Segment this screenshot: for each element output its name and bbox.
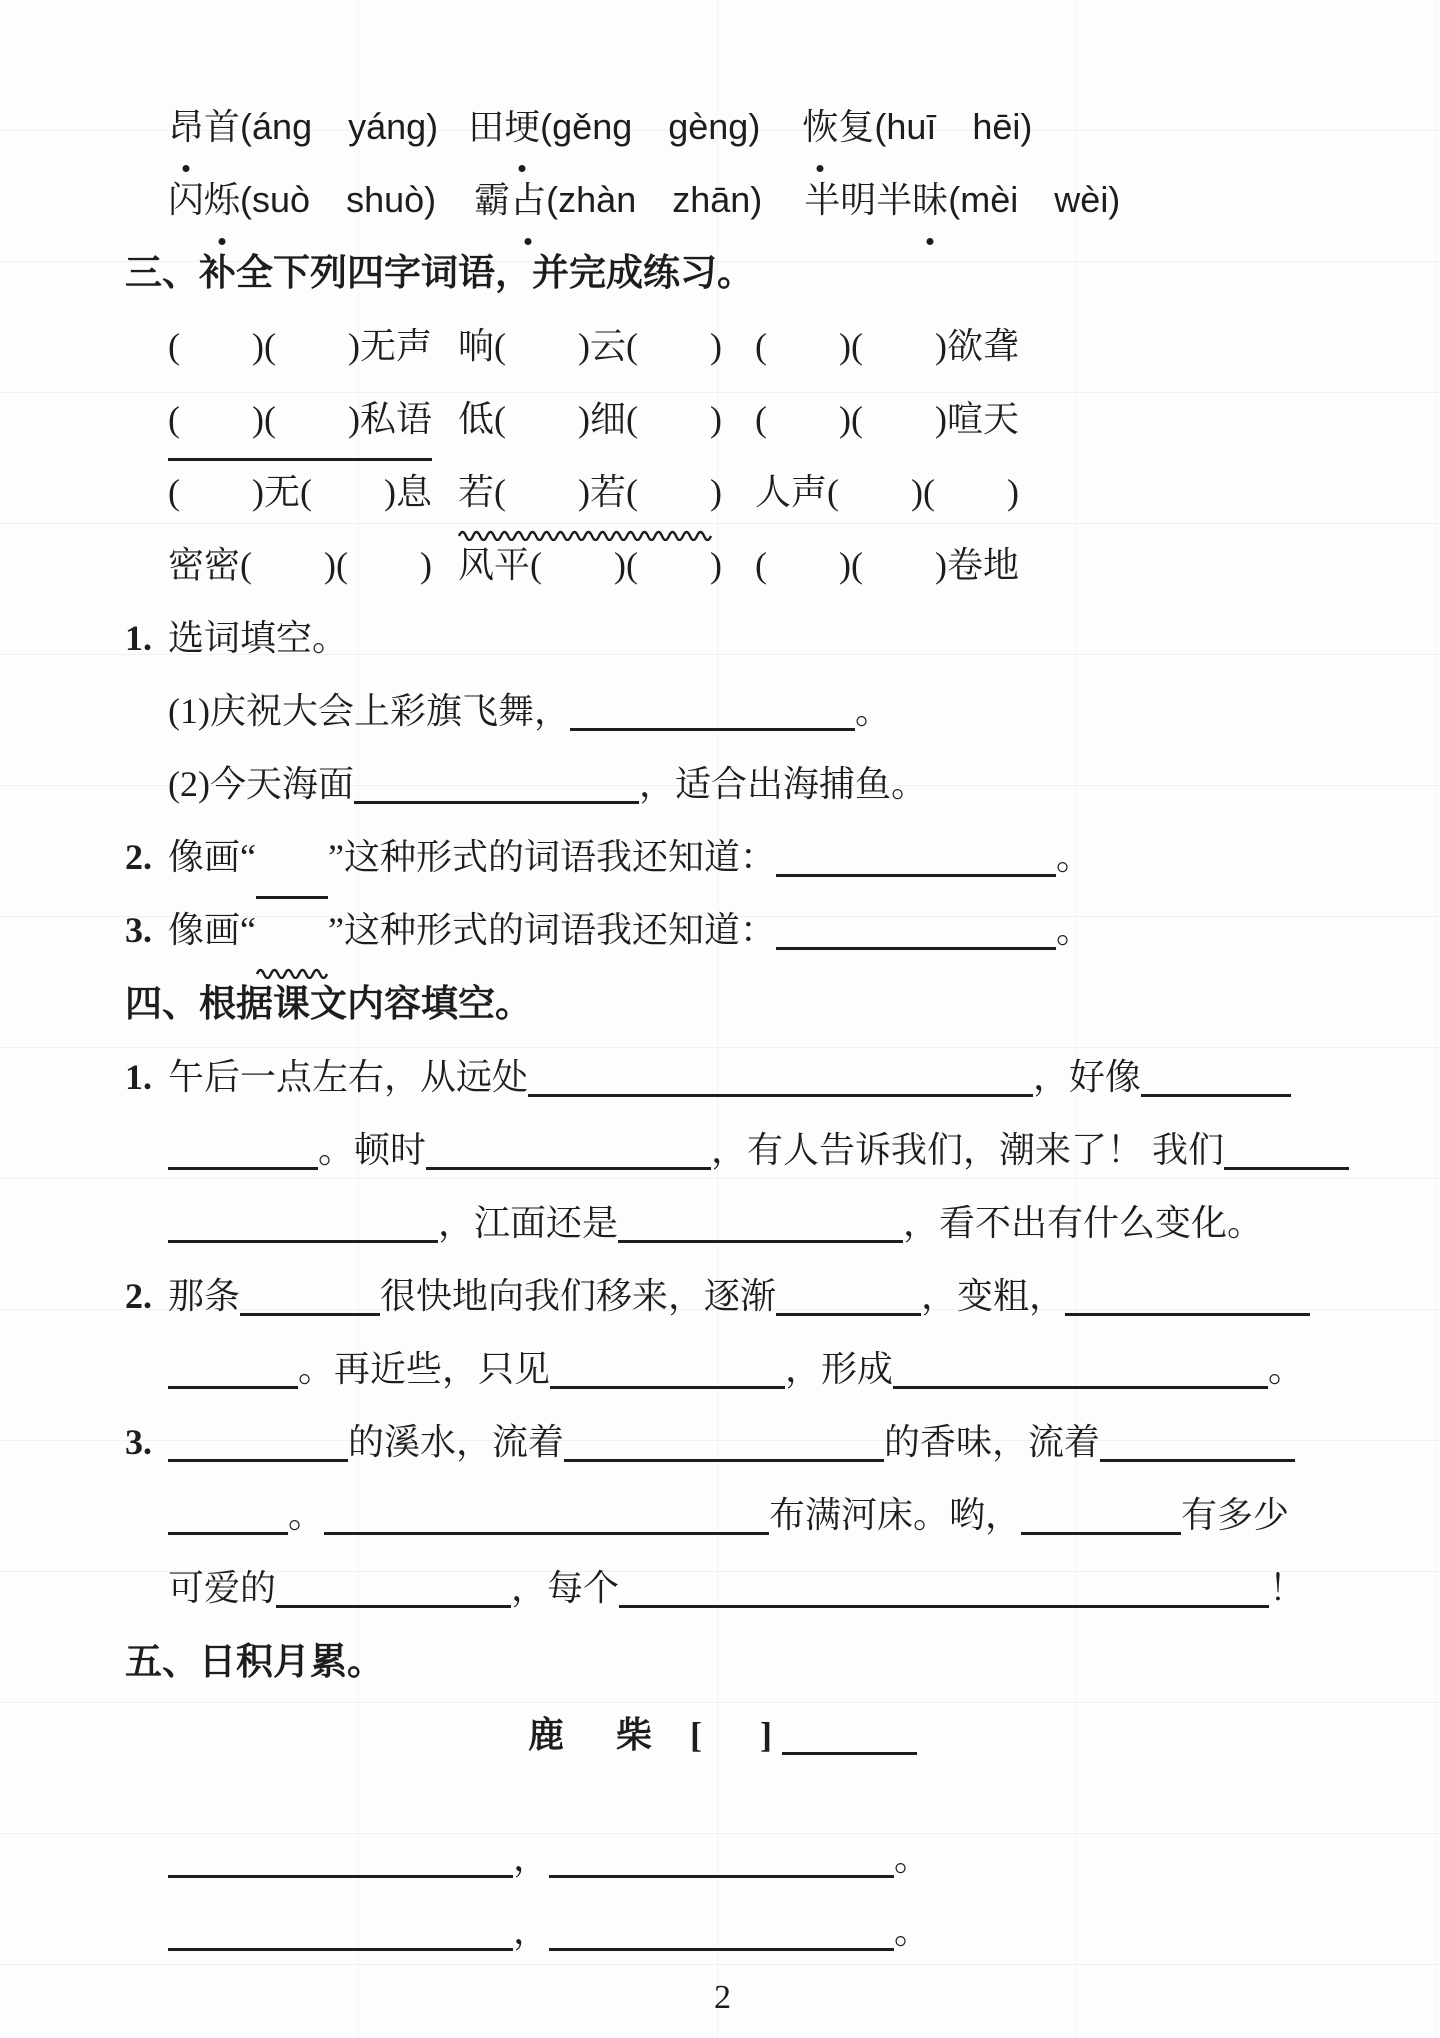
text-run: 的溪水，流着 [348, 1422, 565, 1462]
fill-in-blank [1100, 1423, 1295, 1462]
text-run: ，变粗， [921, 1276, 1066, 1316]
text-run: (zhàn zhān) [546, 179, 763, 220]
text-run: 那条 [168, 1276, 241, 1316]
grid-cell [755, 456, 1320, 529]
word-grid-row-4 [125, 529, 1320, 602]
text-run: (mèi wèi) [948, 179, 1121, 220]
page-number: 2 [714, 1979, 731, 2016]
text-run: 密密( )( ) [168, 545, 432, 585]
grid-cell [168, 310, 458, 383]
fill-in-blank [1065, 1277, 1310, 1316]
text-run: 。 [1055, 910, 1092, 950]
text-run: (áng yáng) [240, 106, 439, 147]
word-grid-row-3 [125, 456, 1320, 529]
fill-in-blank [1141, 1058, 1291, 1097]
text-run: 可爱的 [168, 1568, 277, 1608]
item-3-line-3-content [168, 1568, 1305, 1608]
solid-underlined-group [168, 383, 432, 461]
text-run: ( )( )喧天 [755, 399, 1019, 439]
item-number: 2. [125, 1276, 152, 1316]
text-run: 的香味，流着 [884, 1422, 1101, 1462]
text-run: 若( )若( ) [458, 472, 722, 512]
text-run: 柴 [616, 1715, 653, 1755]
exercise-1-heading [125, 602, 1320, 675]
item-1-line-2-content [168, 1130, 1349, 1170]
text-run: 。 [1055, 837, 1092, 877]
text-run: (2)今天海面 [168, 764, 354, 804]
section-five-heading: 五、日积月累。 [125, 1641, 384, 1682]
text-run: 人声( )( ) [755, 472, 1019, 512]
text-run: 半明半 [804, 180, 913, 220]
text-run: 。再近些，只见 [298, 1349, 551, 1389]
grid-cell [168, 456, 458, 529]
dotted-character: 占 [510, 164, 546, 237]
text-run: ( )( )无声 [168, 326, 432, 366]
text-run: ( )( )卷地 [755, 545, 1019, 585]
fill-in-blank [564, 1423, 884, 1462]
text-run: ，好像 [1033, 1057, 1142, 1097]
text-run: ， [513, 1838, 550, 1878]
text-run [256, 910, 328, 950]
wavy-line [256, 967, 328, 979]
text-run: 霸 [474, 180, 511, 220]
exercise-number: 3. [125, 910, 152, 950]
text-run: 很快地向我们移来，逐渐 [380, 1276, 777, 1316]
text-run: (gěng gèng) [540, 106, 761, 147]
item-1-line-2 [125, 1114, 1320, 1187]
fill-in-blank [893, 1350, 1268, 1389]
item-3-line-1 [125, 1406, 1320, 1479]
item-number: 1. [125, 1057, 152, 1097]
grid-cell [458, 456, 755, 529]
text-run: 闪 [168, 180, 205, 220]
fill-in-blank [240, 1277, 380, 1316]
grid-cell [458, 310, 755, 383]
text-run: ”这种形式的词语我还知道： [328, 837, 776, 877]
text-run: ，适合出海捕鱼。 [638, 764, 927, 804]
text-run: 鹿 [527, 1715, 564, 1755]
text-run: ， [513, 1911, 550, 1951]
fill-in-blank [528, 1058, 1033, 1097]
word-grid-row-1 [125, 310, 1320, 383]
fill-in-blank [570, 692, 855, 731]
fill-in-blank [168, 1204, 438, 1243]
exercise-3 [125, 894, 1320, 967]
grid-cell [755, 529, 1320, 602]
item-3-line-2 [125, 1479, 1320, 1552]
text-run: ] [760, 1715, 773, 1755]
section-three-heading: 三、补全下列四字词语，并完成练习。 [125, 252, 754, 293]
fill-in-blank [324, 1496, 769, 1535]
text-run: 像画“ [168, 910, 256, 950]
item-1-line-1 [125, 1041, 1320, 1114]
text-run: 。 [854, 691, 891, 731]
pinyin-review-section [125, 90, 1320, 236]
pinyin-row-1-content [168, 107, 1032, 147]
text-run: 有多少 [1181, 1495, 1290, 1535]
fill-in-blank [549, 1839, 894, 1878]
item-2-line-2-content [168, 1349, 1304, 1389]
grid-cell [168, 383, 458, 456]
word-grid [125, 310, 1320, 602]
fill-in-blank [776, 838, 1056, 877]
fill-in-blank [276, 1569, 511, 1608]
exercise-1-item-1-content [168, 691, 891, 731]
fill-in-blank [550, 1350, 785, 1389]
exercise-1-text: 选词填空。 [168, 618, 349, 658]
wavy-underlined-group [458, 456, 722, 529]
fill-in-blank [776, 911, 1056, 950]
grid-cell [755, 383, 1320, 456]
section-four-heading: 四、根据课文内容填空。 [125, 983, 532, 1024]
poem-title [125, 1699, 1320, 1772]
fill-in-blank [618, 1204, 903, 1243]
pinyin-row-2-content [168, 180, 1120, 220]
exercise-number: 2. [125, 837, 152, 877]
text-run: 。 [894, 1838, 931, 1878]
fill-in-blank [1224, 1131, 1349, 1170]
dotted-character: 昧 [912, 164, 948, 237]
grid-cell [168, 529, 458, 602]
text-run: 田 [468, 107, 505, 147]
fill-in-blank [168, 1496, 288, 1535]
text-run: 复 [838, 107, 875, 147]
poem-line-2 [125, 1895, 1320, 1968]
poem-section [125, 1699, 1320, 1968]
exercise-1-item-2-content [168, 764, 927, 804]
item-1-line-3-content [168, 1203, 1263, 1243]
text-run: ”这种形式的词语我还知道： [328, 910, 776, 950]
poem-line-1 [125, 1822, 1320, 1895]
word-grid-row-2 [125, 383, 1320, 456]
fill-in-blank [426, 1131, 711, 1170]
item-3-line-2-content [168, 1495, 1289, 1535]
exercise-3-content [168, 910, 1092, 950]
text-run: (1)庆祝大会上彩旗飞舞， [168, 691, 570, 731]
text-run: 。 [1268, 1349, 1305, 1389]
fill-in-blank [776, 1277, 921, 1316]
exercise-1-item-2 [125, 748, 1320, 821]
fill-in-blank [782, 1716, 917, 1755]
pinyin-row-2 [125, 163, 1320, 236]
poem-line-1-content [168, 1838, 930, 1878]
text-run: [ [690, 1715, 703, 1755]
dotted-character: 恢 [802, 91, 838, 164]
text-run: 布满河床。哟， [769, 1495, 1022, 1535]
fill-in-blank [168, 1350, 298, 1389]
text-run: 像画“ [168, 837, 256, 877]
text-run [256, 837, 328, 877]
fill-in-blank [168, 1423, 348, 1462]
section-three-exercises [125, 602, 1320, 967]
exercise-number: 1. [125, 618, 152, 658]
fill-in-blank [354, 765, 639, 804]
section-four-items [125, 1041, 1320, 1625]
item-2-line-1-content [168, 1276, 1310, 1316]
item-number: 3. [125, 1422, 152, 1462]
text-run: ，看不出有什么变化。 [903, 1203, 1264, 1243]
solid-underlined-group [256, 821, 328, 899]
text-run: 风平( )( ) [458, 545, 722, 585]
fill-in-blank [1021, 1496, 1181, 1535]
text-run: ( )( )私语 [168, 399, 432, 439]
exercise-2-content [168, 837, 1092, 877]
item-1-line-3 [125, 1187, 1320, 1260]
text-run: (huī hēi) [874, 106, 1033, 147]
fill-in-blank [168, 1839, 513, 1878]
poem-title-content [528, 1715, 917, 1755]
text-run: 午后一点左右，从远处 [168, 1057, 529, 1097]
text-run: ( )( )欲聋 [755, 326, 1019, 366]
fill-in-blank [168, 1131, 318, 1170]
fill-in-blank [168, 1912, 513, 1951]
dotted-character: 昂 [168, 91, 204, 164]
dotted-character: 烁 [204, 164, 240, 237]
pinyin-row-1 [125, 90, 1320, 163]
grid-cell [458, 383, 755, 456]
grid-cell [755, 310, 1320, 383]
fill-in-blank [619, 1569, 1269, 1608]
text-run: ，有人告诉我们，潮来了！ 我们 [711, 1130, 1225, 1170]
text-run: ( )无( )息 [168, 472, 432, 512]
item-1-line-1-content [168, 1057, 1291, 1097]
text-run: ！ [1269, 1568, 1306, 1608]
exercise-1-item-1 [125, 675, 1320, 748]
text-run: ，每个 [511, 1568, 620, 1608]
item-3-line-3 [125, 1552, 1320, 1625]
poem-line-2-content [168, 1911, 930, 1951]
text-run: ，江面还是 [438, 1203, 619, 1243]
text-run: ，形成 [785, 1349, 894, 1389]
text-run: 首 [204, 107, 241, 147]
text-run: 响( )云( ) [458, 326, 722, 366]
text-run: (suò shuò) [240, 179, 437, 220]
text-run: 。 [894, 1911, 931, 1951]
wavy-line [458, 529, 722, 541]
text-run: 。顿时 [318, 1130, 427, 1170]
item-3-line-1-content [168, 1422, 1295, 1462]
text-run: 低( )细( ) [458, 399, 722, 439]
item-2-line-2 [125, 1333, 1320, 1406]
dotted-character: 埂 [504, 91, 540, 164]
exercise-2 [125, 821, 1320, 894]
text-run: 。 [288, 1495, 325, 1535]
wavy-underlined-group [256, 894, 328, 967]
item-2-line-1 [125, 1260, 1320, 1333]
fill-in-blank [549, 1912, 894, 1951]
